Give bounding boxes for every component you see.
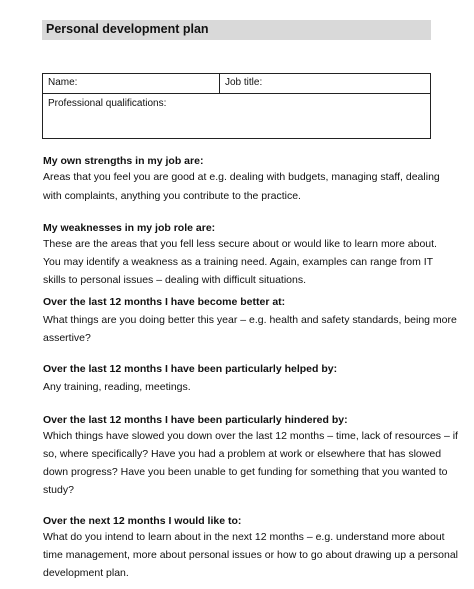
strengths-line-1: Areas that you feel you are good at e.g. dealing with budgets, managing staff, dealing xyxy=(43,171,440,183)
hindered-by-line-4: study? xyxy=(43,484,74,496)
hindered-by-line-2: so, where specifically? Have you had a problem at work or elsewhere that has slowed xyxy=(43,448,442,460)
next-12-months-line-2: time management, more about personal issues or how to go about drawing up a personal xyxy=(43,549,458,561)
name-field-label: Name: xyxy=(48,77,78,88)
weaknesses-line-1: These are the areas that you fell less secure about or would like to learn more about. xyxy=(43,238,437,250)
better-at-line-1: What things are you doing better this year – e.g. health and safety standards, being more xyxy=(43,314,457,326)
better-at-heading: Over the last 12 months I have become better at: xyxy=(43,296,286,308)
next-12-months-line-3: development plan. xyxy=(43,567,129,579)
next-12-months-line-1: What do you intend to learn about in the next 12 months – e.g. understand more about xyxy=(43,531,445,543)
strengths-line-2: with complaints, anything you contribute to the practice. xyxy=(43,190,301,202)
hindered-by-line-1: Which things have slowed you down over the last 12 months – time, lack of resources – if xyxy=(43,430,458,442)
title-bar xyxy=(42,20,431,40)
weaknesses-line-2: You may identify a weakness as a training need. Again, examples can range from IT xyxy=(43,256,434,268)
helped-by-heading: Over the last 12 months I have been particularly helped by: xyxy=(43,363,338,375)
weaknesses-heading: My weaknesses in my job role are: xyxy=(43,222,216,234)
document-title: Personal development plan xyxy=(46,22,209,36)
hindered-by-line-3: down progress? Have you been unable to get funding for something that you wanted to xyxy=(43,466,448,478)
qualifications-field-label: Professional qualifications: xyxy=(48,98,167,109)
job-title-field-label: Job title: xyxy=(225,77,263,88)
table-column-divider xyxy=(219,74,220,93)
weaknesses-line-3: skills to personal issues – dealing with difficult situations. xyxy=(43,274,307,286)
helped-by-line-1: Any training, reading, meetings. xyxy=(43,381,191,393)
hindered-by-heading: Over the last 12 months I have been particularly hindered by: xyxy=(43,414,348,426)
personal-info-table xyxy=(42,73,431,139)
better-at-line-2: assertive? xyxy=(43,332,91,344)
strengths-heading: My own strengths in my job are: xyxy=(43,155,204,167)
table-row-divider xyxy=(43,93,430,94)
next-12-months-heading: Over the next 12 months I would like to: xyxy=(43,515,242,527)
